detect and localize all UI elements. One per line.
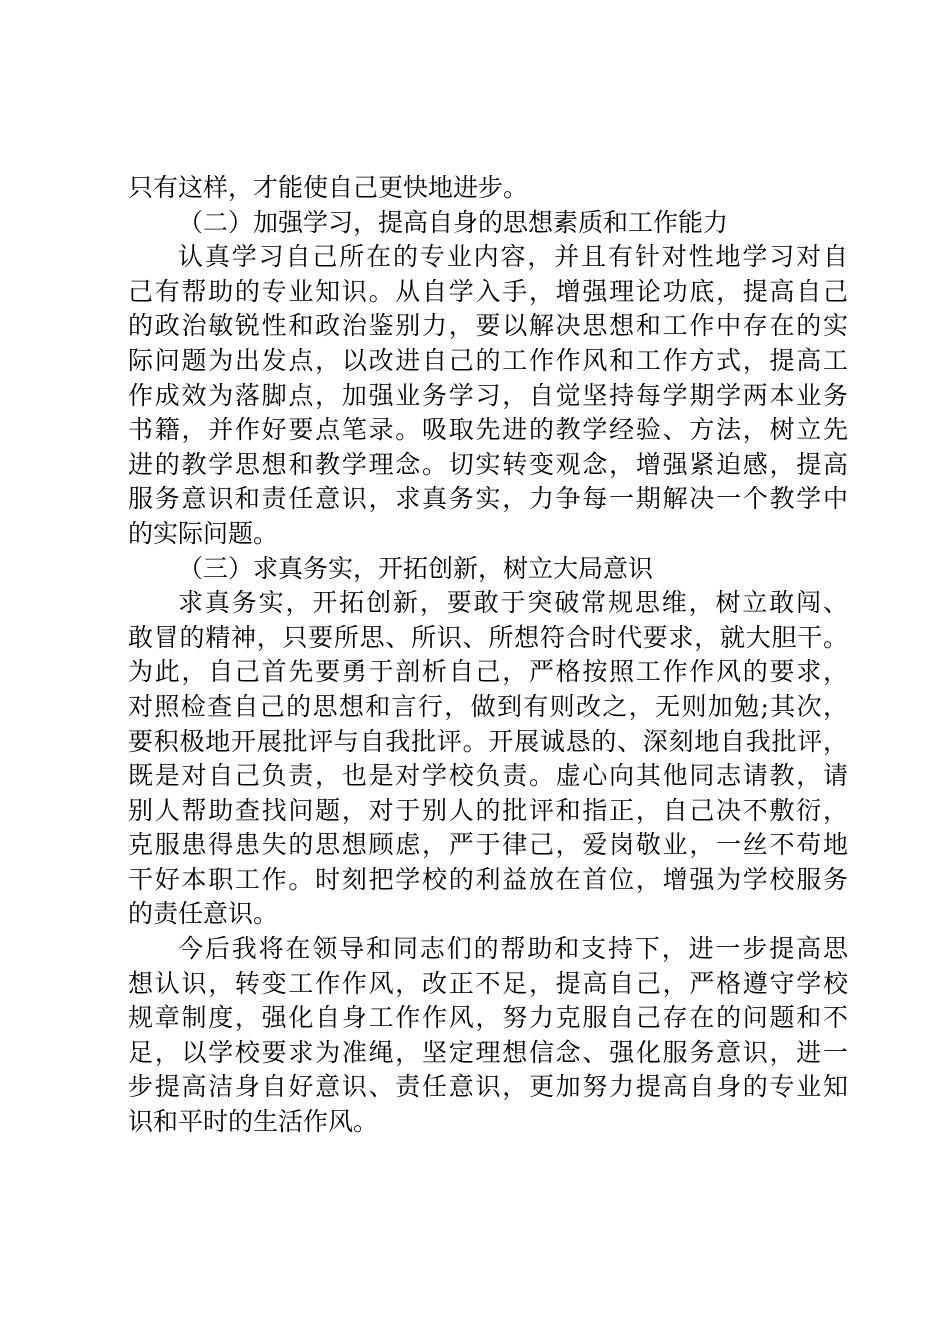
text-line: 想认识，转变工作作风，改正不足，提高自己，严格遵守学校 bbox=[128, 968, 848, 998]
text-line: 对照检查自己的思想和言行，做到有则改之，无则加勉;其次， bbox=[128, 691, 848, 721]
text-line: 书籍，并作好要点笔录。吸取先进的教学经验、方法，树立先 bbox=[128, 415, 848, 445]
text-line: 今后我将在领导和同志们的帮助和支持下，进一步提高思 bbox=[178, 934, 848, 964]
text-line: 己有帮助的专业知识。从自学入手，增强理论功底，提高自己 bbox=[128, 276, 848, 306]
text-line: 步提高洁身自好意识、责任意识，更加努力提高自身的专业知 bbox=[128, 1072, 848, 1102]
text-line: 际问题为出发点，以改进自己的工作作风和工作方式，提高工 bbox=[128, 345, 848, 375]
text-line: 足，以学校要求为准绳，坚定理想信念、强化服务意识，进一 bbox=[128, 1037, 848, 1067]
text-line: 克服患得患失的思想顾虑，严于律己，爱岗敬业，一丝不苟地 bbox=[128, 830, 848, 860]
text-line: 服务意识和责任意识，求真务实，力争每一期解决一个教学中 bbox=[128, 484, 848, 514]
text-line: 要积极地开展批评与自我批评。开展诚恳的、深刻地自我批评， bbox=[128, 726, 848, 756]
body-text bbox=[128, 171, 848, 1140]
text-line: 识和平时的生活作风。 bbox=[128, 1107, 379, 1137]
text-line: （二）加强学习，提高自身的思想素质和工作能力 bbox=[178, 207, 729, 237]
text-line: 为此，自己首先要勇于剖析自己，严格按照工作作风的要求， bbox=[128, 657, 848, 687]
text-line: 求真务实，开拓创新，要敢于突破常规思维，树立敢闯、 bbox=[178, 588, 848, 618]
text-line: 的政治敏锐性和政治鉴别力，要以解决思想和工作中存在的实 bbox=[128, 311, 848, 341]
text-line: 只有这样，才能使自己更快地进步。 bbox=[128, 173, 529, 202]
text-line: 既是对自己负责，也是对学校负责。虚心向其他同志请教，请 bbox=[128, 761, 848, 791]
text-line: 的责任意识。 bbox=[128, 899, 279, 929]
text-line: 作成效为落脚点，加强业务学习，自觉坚持每学期学两本业务 bbox=[128, 380, 848, 410]
text-line: 干好本职工作。时刻把学校的利益放在首位，增强为学校服务 bbox=[128, 864, 848, 894]
text-line: 的实际问题。 bbox=[128, 518, 279, 548]
text-line: 敢冒的精神，只要所思、所识、所想符合时代要求，就大胆干。 bbox=[128, 622, 848, 652]
text-line: 别人帮助查找问题，对于别人的批评和指正，自己决不敷衍， bbox=[128, 795, 848, 825]
text-line: （三）求真务实，开拓创新，树立大局意识 bbox=[178, 553, 654, 583]
text-line: 进的教学思想和教学理念。切实转变观念，增强紧迫感，提高 bbox=[128, 449, 848, 479]
text-line: 认真学习自己所在的专业内容，并且有针对性地学习对自 bbox=[178, 242, 848, 272]
text-line: 规章制度，强化自身工作作风，努力克服自己存在的问题和不 bbox=[128, 1003, 848, 1033]
